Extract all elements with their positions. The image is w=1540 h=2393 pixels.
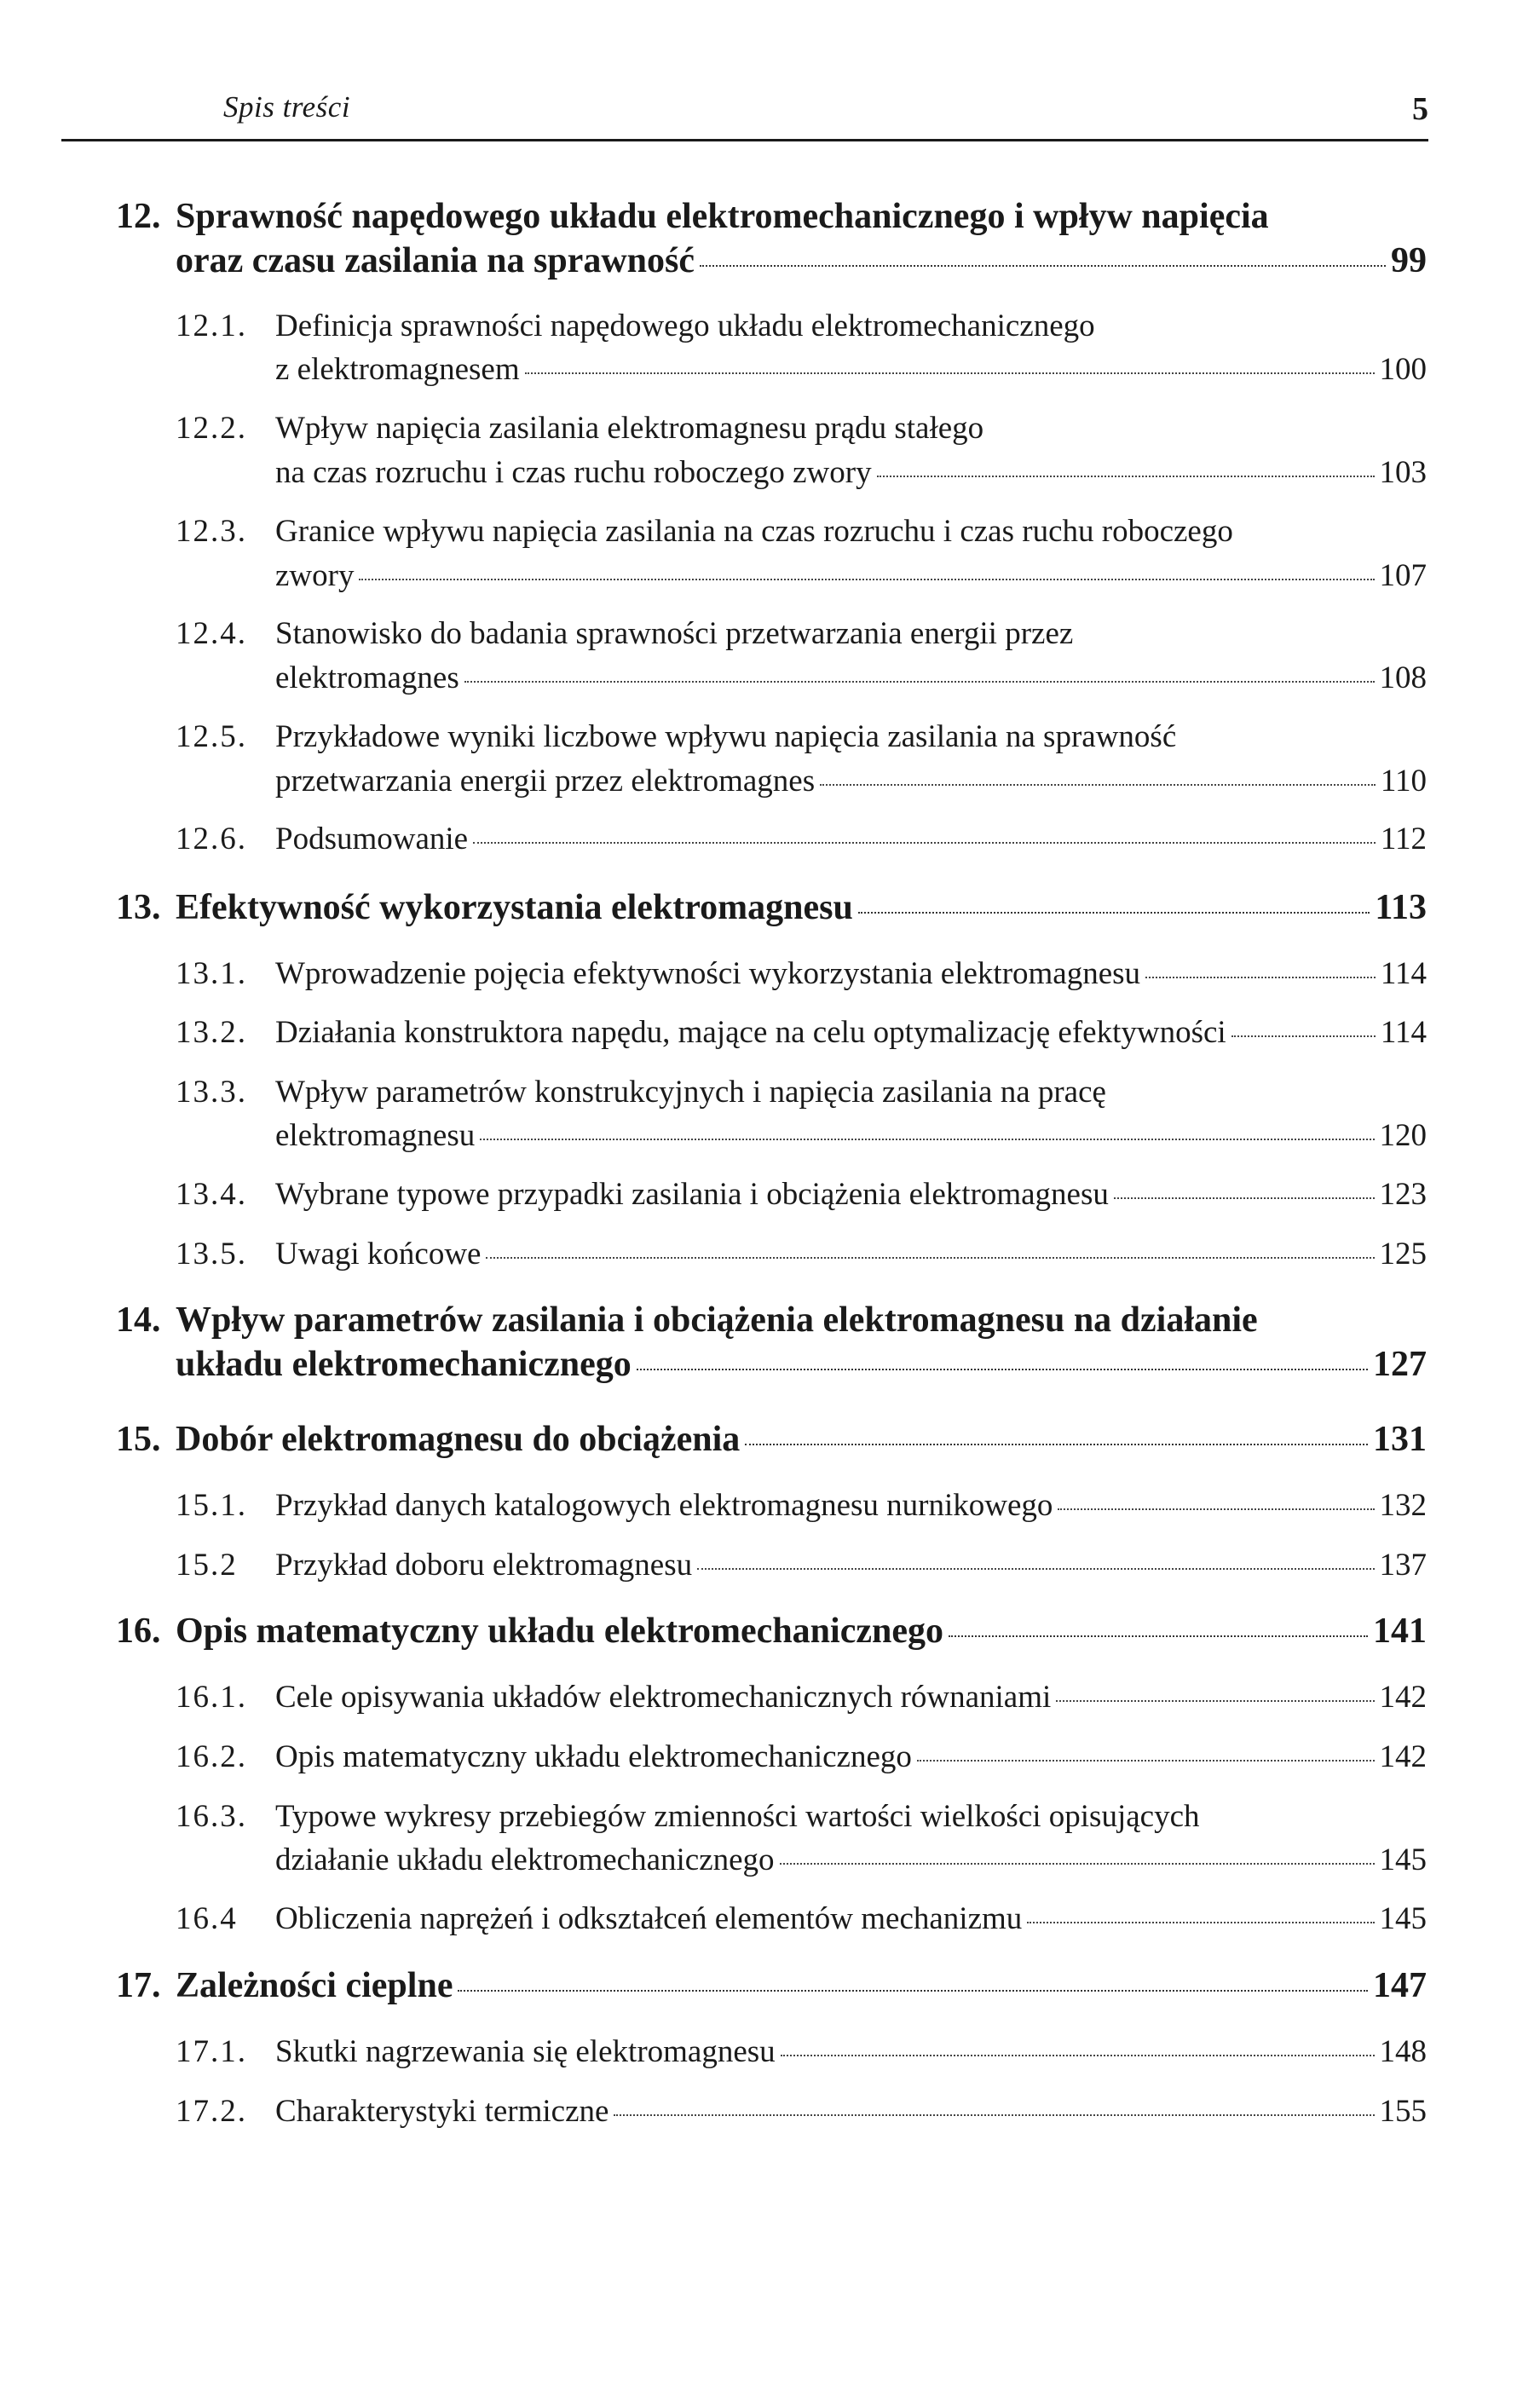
- toc-title-line: Definicja sprawności napędowego układu elektromechanicznego: [275, 308, 1095, 343]
- toc-title-line: Wpływ parametrów konstrukcyjnych i napięcia zasilania na pracę: [275, 1075, 1106, 1110]
- toc-number: 13.1.: [176, 956, 247, 991]
- dot-leader: [1056, 1700, 1374, 1702]
- page-number: 5: [1412, 91, 1428, 127]
- toc-page: 145: [1379, 1901, 1427, 1936]
- toc-page: 113: [1375, 888, 1427, 927]
- dot-leader: [700, 265, 1386, 267]
- toc-number: 13.4.: [176, 1177, 247, 1212]
- dot-leader: [858, 912, 1370, 914]
- toc-page: 155: [1379, 2094, 1427, 2129]
- toc-title-line: Cele opisywania układów elektromechanicznych równaniami 142: [275, 1680, 1427, 1715]
- toc-page: 145: [1379, 1842, 1427, 1877]
- dot-leader: [1231, 1035, 1376, 1037]
- toc-number: 12.1.: [176, 308, 247, 343]
- toc-page: 110: [1380, 764, 1427, 799]
- running-header-title: Spis treści: [223, 90, 351, 124]
- toc-number: 12.4.: [176, 616, 247, 651]
- toc-number: 15.: [116, 1420, 161, 1459]
- toc-title-line: elektromagnesu 120: [275, 1118, 1427, 1153]
- toc-page: 103: [1379, 455, 1427, 490]
- toc-page: 132: [1379, 1488, 1427, 1523]
- dot-leader: [697, 1568, 1374, 1570]
- dot-leader: [1058, 1508, 1374, 1510]
- dot-leader: [464, 681, 1375, 683]
- toc-page: 112: [1380, 822, 1427, 856]
- dot-leader: [917, 1760, 1375, 1762]
- toc-title-line: oraz czasu zasilania na sprawność 99: [176, 241, 1427, 280]
- toc-page: 99: [1391, 241, 1427, 280]
- dot-leader: [781, 2055, 1375, 2056]
- toc-title-line: Uwagi końcowe 125: [275, 1237, 1427, 1271]
- dot-leader: [458, 1990, 1368, 1992]
- toc-page: 131: [1373, 1420, 1427, 1459]
- toc-title-line: Przykładowe wyniki liczbowe wpływu napięcia zasilania na sprawność: [275, 719, 1177, 754]
- toc-page: 127: [1373, 1345, 1427, 1384]
- toc-page: 123: [1379, 1177, 1427, 1212]
- toc-title-line: Opis matematyczny układu elektromechanicznego 142: [275, 1739, 1427, 1774]
- toc-page: 107: [1379, 558, 1427, 593]
- toc-page: 137: [1379, 1548, 1427, 1583]
- dot-leader: [1027, 1922, 1374, 1923]
- dot-leader: [820, 784, 1376, 786]
- toc-title-line: Działania konstruktora napędu, mające na celu optymalizację efektywności 114: [275, 1015, 1427, 1050]
- toc-title-line: Sprawność napędowego układu elektromechanicznego i wpływ napięcia: [176, 197, 1269, 236]
- toc-title-line: Przykład danych katalogowych elektromagnesu nurnikowego 132: [275, 1488, 1427, 1523]
- toc-number: 16.4: [176, 1901, 238, 1936]
- toc-title-line: Wpływ parametrów zasilania i obciążenia elektromagnesu na działanie: [176, 1300, 1258, 1340]
- dot-leader: [473, 842, 1376, 844]
- toc-number: 15.2: [176, 1548, 238, 1583]
- toc-title-line: na czas rozruchu i czas ruchu roboczego zwory 103: [275, 455, 1427, 490]
- dot-leader: [359, 579, 1374, 580]
- toc-title-line: Efektywność wykorzystania elektromagnesu 113: [176, 888, 1427, 927]
- dot-leader: [949, 1635, 1368, 1637]
- toc-title-line: Granice wpływu napięcia zasilania na czas rozruchu i czas ruchu roboczego: [275, 514, 1233, 549]
- toc-title-line: Wybrane typowe przypadki zasilania i obciążenia elektromagnesu 123: [275, 1177, 1427, 1212]
- toc-title-line: Wpływ napięcia zasilania elektromagnesu prądu stałego: [275, 411, 984, 446]
- toc-page: 114: [1380, 1015, 1427, 1050]
- dot-leader: [637, 1369, 1368, 1370]
- toc-title-line: układu elektromechanicznego 127: [176, 1345, 1427, 1384]
- toc-number: 12.3.: [176, 514, 247, 549]
- dot-leader: [877, 476, 1375, 477]
- toc-number: 12.: [116, 197, 161, 236]
- toc-page: 120: [1379, 1118, 1427, 1153]
- dot-leader: [525, 372, 1375, 374]
- dot-leader: [745, 1444, 1368, 1445]
- toc-title-line: działanie układu elektromechanicznego 145: [275, 1842, 1427, 1877]
- dot-leader: [480, 1139, 1374, 1140]
- toc-number: 17.: [116, 1966, 161, 2005]
- toc-number: 13.5.: [176, 1237, 247, 1271]
- dot-leader: [614, 2114, 1374, 2116]
- toc-title-line: Przykład doboru elektromagnesu 137: [275, 1548, 1427, 1583]
- dot-leader: [1114, 1197, 1375, 1199]
- dot-leader: [1145, 977, 1376, 978]
- toc-number: 12.5.: [176, 719, 247, 754]
- toc-page: 142: [1379, 1680, 1427, 1715]
- toc-number: 13.2.: [176, 1015, 247, 1050]
- toc-number: 16.2.: [176, 1739, 247, 1774]
- toc-title-line: Skutki nagrzewania się elektromagnesu 148: [275, 2034, 1427, 2069]
- toc-title-line: z elektromagnesem 100: [275, 352, 1427, 387]
- toc-number: 13.: [116, 888, 161, 927]
- toc-title-line: zwory 107: [275, 558, 1427, 593]
- toc-number: 17.2.: [176, 2094, 247, 2129]
- toc-number: 12.6.: [176, 822, 247, 856]
- dot-leader: [780, 1863, 1375, 1865]
- dot-leader: [486, 1257, 1374, 1259]
- toc-title-line: Dobór elektromagnesu do obciążenia 131: [176, 1420, 1427, 1459]
- toc-title-line: Typowe wykresy przebiegów zmienności wartości wielkości opisujących: [275, 1799, 1200, 1834]
- toc-title-line: Opis matematyczny układu elektromechanicznego 141: [176, 1612, 1427, 1651]
- toc-page: 108: [1379, 660, 1427, 695]
- toc-title-line: Obliczenia naprężeń i odkształceń elementów mechanizmu 145: [275, 1901, 1427, 1936]
- toc-number: 15.1.: [176, 1488, 247, 1523]
- toc-title-line: Charakterystyki termiczne 155: [275, 2094, 1427, 2129]
- toc-page: 141: [1373, 1612, 1427, 1651]
- toc-title-line: Wprowadzenie pojęcia efektywności wykorzystania elektromagnesu 114: [275, 956, 1427, 991]
- toc-page: 114: [1380, 956, 1427, 991]
- toc-number: 16.3.: [176, 1799, 247, 1834]
- toc-number: 16.1.: [176, 1680, 247, 1715]
- toc-number: 13.3.: [176, 1075, 247, 1110]
- toc-title-line: Zależności cieplne 147: [176, 1966, 1427, 2005]
- toc-page: 100: [1379, 352, 1427, 387]
- toc-title-line: Podsumowanie 112: [275, 822, 1427, 856]
- toc-title-line: Stanowisko do badania sprawności przetwarzania energii przez: [275, 616, 1074, 651]
- toc-title-line: przetwarzania energii przez elektromagnes 110: [275, 764, 1427, 799]
- toc-page: 125: [1379, 1237, 1427, 1271]
- toc-number: 17.1.: [176, 2034, 247, 2069]
- toc-page: 147: [1373, 1966, 1427, 2005]
- toc-page: 142: [1379, 1739, 1427, 1774]
- toc-number: 14.: [116, 1300, 161, 1340]
- toc-number: 16.: [116, 1612, 161, 1651]
- toc-number: 12.2.: [176, 411, 247, 446]
- toc-title-line: elektromagnes 108: [275, 660, 1427, 695]
- toc-page: 148: [1379, 2034, 1427, 2069]
